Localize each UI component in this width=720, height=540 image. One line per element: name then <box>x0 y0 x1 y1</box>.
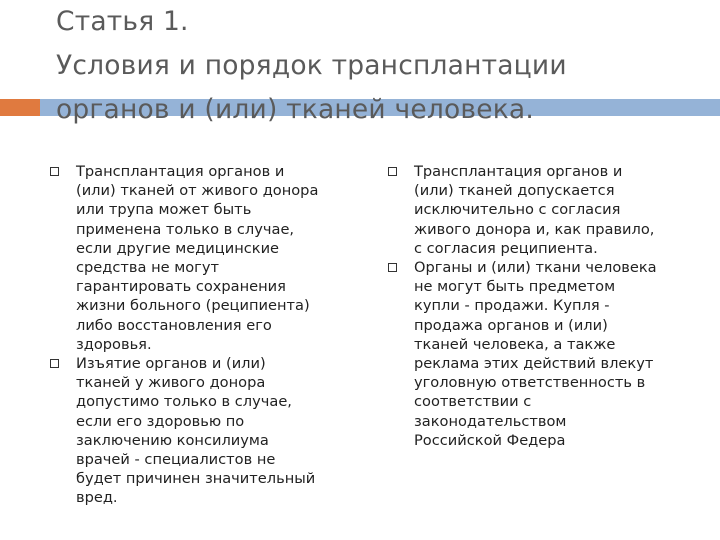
list-item-text: Органы и (или) ткани человека не могут быть предметом купли - продажи. Купля - продажа органов и (или) тканей человека, а также реклама этих действий влекут уголовную ответственность в соответствии с законодательством Российской Федера <box>414 259 657 449</box>
list-item <box>50 354 350 508</box>
title-line-3: органов и (или) тканей человека. <box>56 94 534 125</box>
square-bullet-icon <box>50 359 59 368</box>
list-item <box>50 162 350 354</box>
title-line-2: Условия и порядок трансплантации <box>56 50 567 81</box>
list-item-text: Изъятие органов и (или) тканей у живого донора допустимо только в случае, если его здоровью по заключению консилиума врачей - специалистов не будет причинен значительный вред. <box>76 355 316 507</box>
square-bullet-icon <box>388 167 397 176</box>
list-item-text: Трансплантация органов и (или) тканей от живого донора или трупа может быть применена только в случае, если другие медицинские средства не могут гарантировать сохранения жизни больного (реципиента) либо восстановления его здоровья. <box>76 163 319 353</box>
list-item <box>388 162 688 258</box>
left-column <box>50 162 350 508</box>
right-column <box>388 162 688 450</box>
slide-title <box>56 0 716 132</box>
square-bullet-icon <box>50 167 59 176</box>
square-bullet-icon <box>388 263 397 272</box>
list-item <box>388 258 688 450</box>
title-accent-bar-orange <box>0 99 40 116</box>
list-item-text: Трансплантация органов и (или) тканей допускается исключительно с согласия живого донора и, как правило, с согласия реципиента. <box>414 163 655 257</box>
title-line-1: Статья 1. <box>56 6 189 37</box>
